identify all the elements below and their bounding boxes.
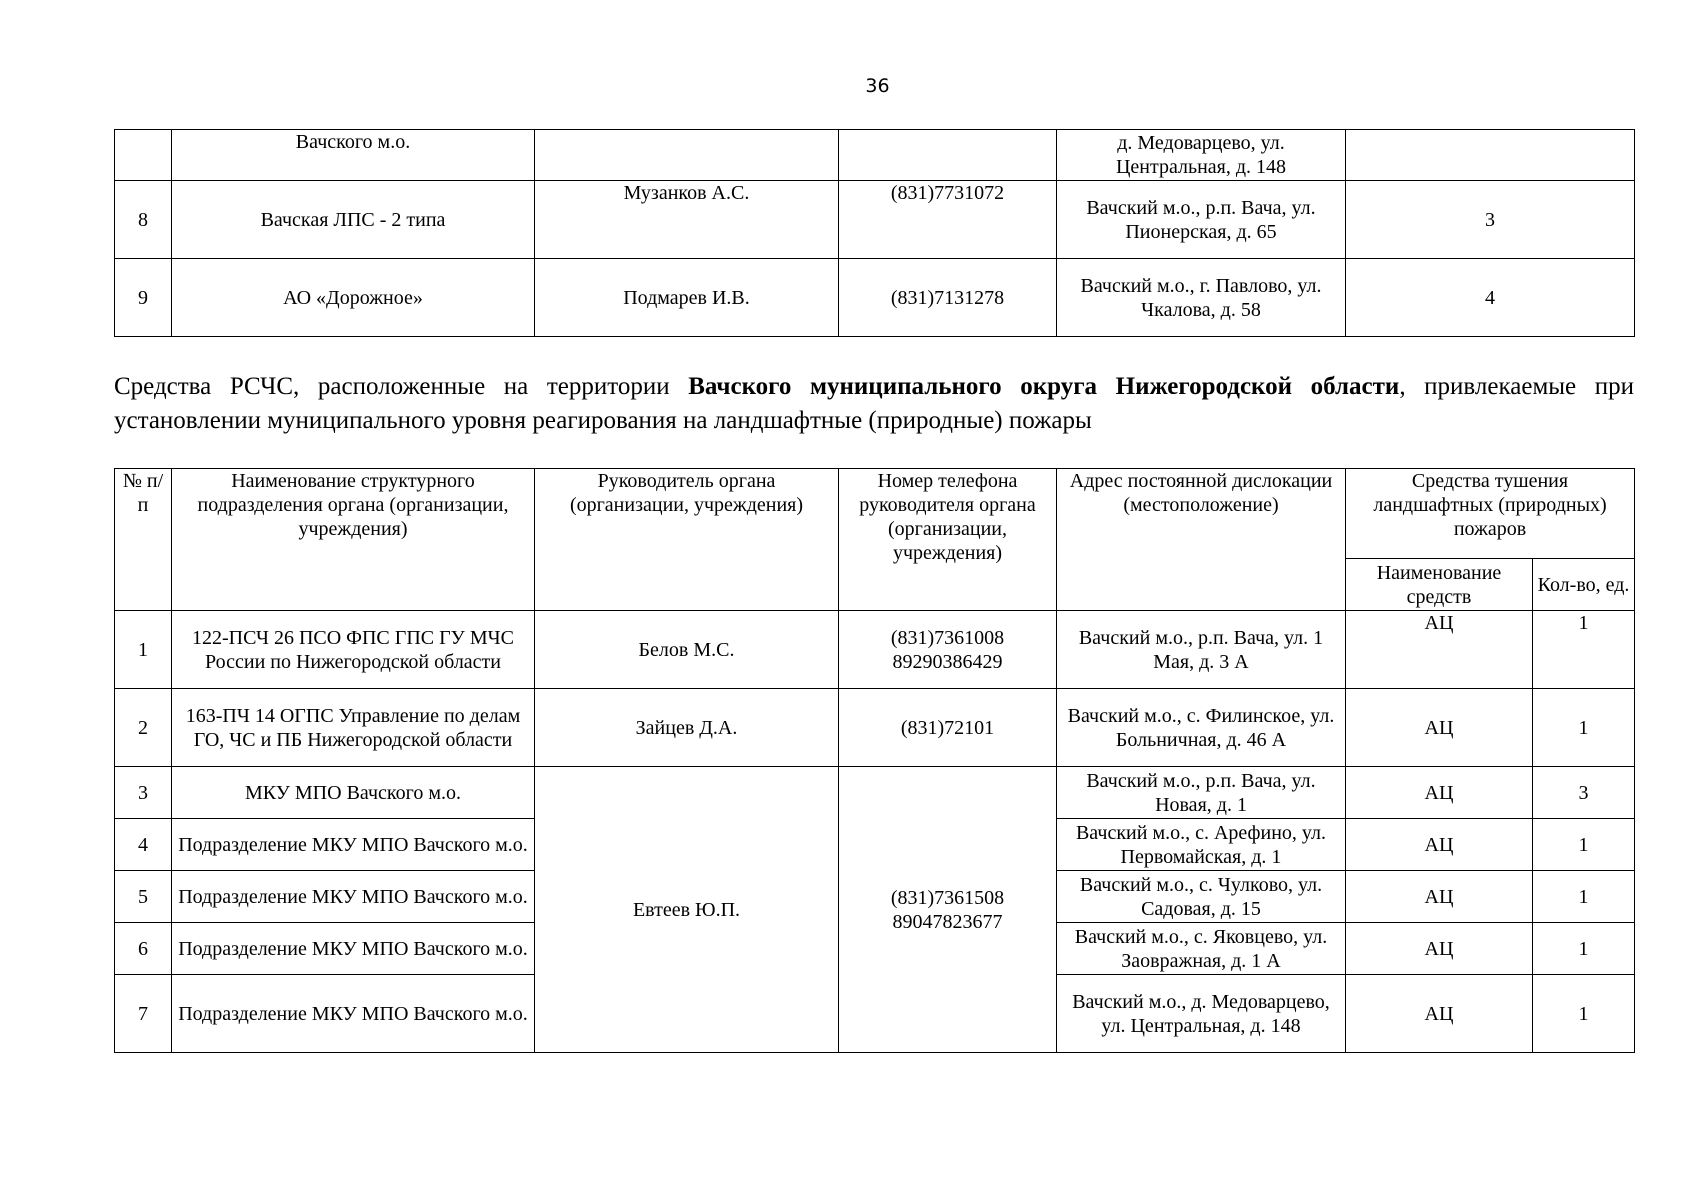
- phone: (831)7731072: [839, 181, 1057, 259]
- unit-name: Вачская ЛПС - 2 типа: [172, 181, 535, 259]
- unit-name: Подразделение МКУ МПО Вачского м.о.: [172, 819, 535, 871]
- address: Вачский м.о., р.п. Вача, ул. 1 Мая, д. 3 А: [1057, 611, 1346, 689]
- means-count: 3: [1533, 767, 1635, 819]
- means-name: АЦ: [1346, 767, 1533, 819]
- means-count: 1: [1533, 871, 1635, 923]
- unit-name: Подразделение МКУ МПО Вачского м.о.: [172, 871, 535, 923]
- means-name: АЦ: [1346, 611, 1533, 689]
- header-means-count: Кол-во, ед.: [1533, 559, 1635, 611]
- unit-name: Подразделение МКУ МПО Вачского м.о.: [172, 975, 535, 1053]
- means-count: 1: [1533, 819, 1635, 871]
- header-means: Средства тушения ландшафтных (природных) пожаров: [1346, 469, 1635, 559]
- head-name: Белов М.С.: [535, 611, 839, 689]
- unit-name: МКУ МПО Вачского м.о.: [172, 767, 535, 819]
- means-name: АЦ: [1346, 689, 1533, 767]
- table-row: [115, 181, 1635, 259]
- row-number: 6: [115, 923, 172, 975]
- row-number: 8: [115, 181, 172, 259]
- count: 3: [1346, 181, 1635, 259]
- means-name: АЦ: [1346, 871, 1533, 923]
- means-name: АЦ: [1346, 923, 1533, 975]
- address: Вачский м.о., с. Арефино, ул. Первомайская, д. 1: [1057, 819, 1346, 871]
- row-number: 2: [115, 689, 172, 767]
- address: Вачский м.о., с. Чулково, ул. Садовая, д. 15: [1057, 871, 1346, 923]
- means-name: АЦ: [1346, 975, 1533, 1053]
- address: Вачский м.о., г. Павлово, ул. Чкалова, д. 58: [1057, 259, 1346, 337]
- header-num: № п/п: [115, 469, 172, 611]
- unit-name: Вачского м.о.: [172, 130, 535, 181]
- row-number: 1: [115, 611, 172, 689]
- heading-part2: , привлекаемые при установлении муниципального уровня реагирования на ландшафтные (природные) пожары: [114, 373, 1635, 434]
- phone: [839, 130, 1057, 181]
- phone: (831)7361008 89290386429: [839, 611, 1057, 689]
- unit-name: 122-ПСЧ 26 ПСО ФПС ГПС ГУ МЧС России по Нижегородской области: [172, 611, 535, 689]
- heading-text: [114, 373, 1634, 434]
- header-means-name: Наименование средств: [1346, 559, 1533, 611]
- table-row: [115, 689, 1635, 767]
- table-row: [115, 259, 1635, 337]
- row-number: 3: [115, 767, 172, 819]
- header-phone: Номер телефона руководителя органа (организации, учреждения): [839, 469, 1057, 611]
- address: Вачский м.о., с. Яковцево, ул. Заовражная, д. 1 А: [1057, 923, 1346, 975]
- count: [1346, 130, 1635, 181]
- table-row: [115, 611, 1635, 689]
- address: д. Медоварцево, ул. Центральная, д. 148: [1057, 130, 1346, 181]
- means-count: 1: [1533, 923, 1635, 975]
- address: Вачский м.о., с. Филинское, ул. Больничная, д. 46 А: [1057, 689, 1346, 767]
- phone: (831)72101: [839, 689, 1057, 767]
- heading-bold: Вачского муниципального округа Нижегородской области: [688, 373, 1400, 400]
- address: Вачский м.о., р.п. Вача, ул. Пионерская, д. 65: [1057, 181, 1346, 259]
- table-row: [115, 767, 1635, 819]
- resources-table: [114, 468, 1635, 1053]
- header-address: Адрес постоянной дислокации (местоположение): [1057, 469, 1346, 611]
- head-name: Музанков А.С.: [535, 181, 839, 259]
- page-number: 36: [865, 75, 890, 97]
- header-name: Наименование структурного подразделения органа (организации, учреждения): [172, 469, 535, 611]
- header-row: [115, 469, 1635, 559]
- means-count: 1: [1533, 975, 1635, 1053]
- count: 4: [1346, 259, 1635, 337]
- row-number: 5: [115, 871, 172, 923]
- head-name: [535, 130, 839, 181]
- row-number: [115, 130, 172, 181]
- head-name: Зайцев Д.А.: [535, 689, 839, 767]
- section-heading: [114, 370, 1634, 438]
- unit-name: 163-ПЧ 14 ОГПС Управление по делам ГО, ЧС и ПБ Нижегородской области: [172, 689, 535, 767]
- phone: (831)7361508 89047823677: [839, 767, 1057, 1053]
- unit-name: Подразделение МКУ МПО Вачского м.о.: [172, 923, 535, 975]
- address: Вачский м.о., д. Медоварцево, ул. Центральная, д. 148: [1057, 975, 1346, 1053]
- table-row: [115, 130, 1635, 181]
- address: Вачский м.о., р.п. Вача, ул. Новая, д. 1: [1057, 767, 1346, 819]
- head-name: Подмарев И.В.: [535, 259, 839, 337]
- table-continuation: [114, 129, 1635, 337]
- header-head: Руководитель органа (организации, учреждения): [535, 469, 839, 611]
- row-number: 9: [115, 259, 172, 337]
- means-count: 1: [1533, 689, 1635, 767]
- unit-name: АО «Дорожное»: [172, 259, 535, 337]
- row-number: 4: [115, 819, 172, 871]
- means-name: АЦ: [1346, 819, 1533, 871]
- row-number: 7: [115, 975, 172, 1053]
- means-count: 1: [1533, 611, 1635, 689]
- phone: (831)7131278: [839, 259, 1057, 337]
- heading-part1: Средства РСЧС, расположенные на территории: [114, 373, 689, 400]
- head-name: Евтеев Ю.П.: [535, 767, 839, 1053]
